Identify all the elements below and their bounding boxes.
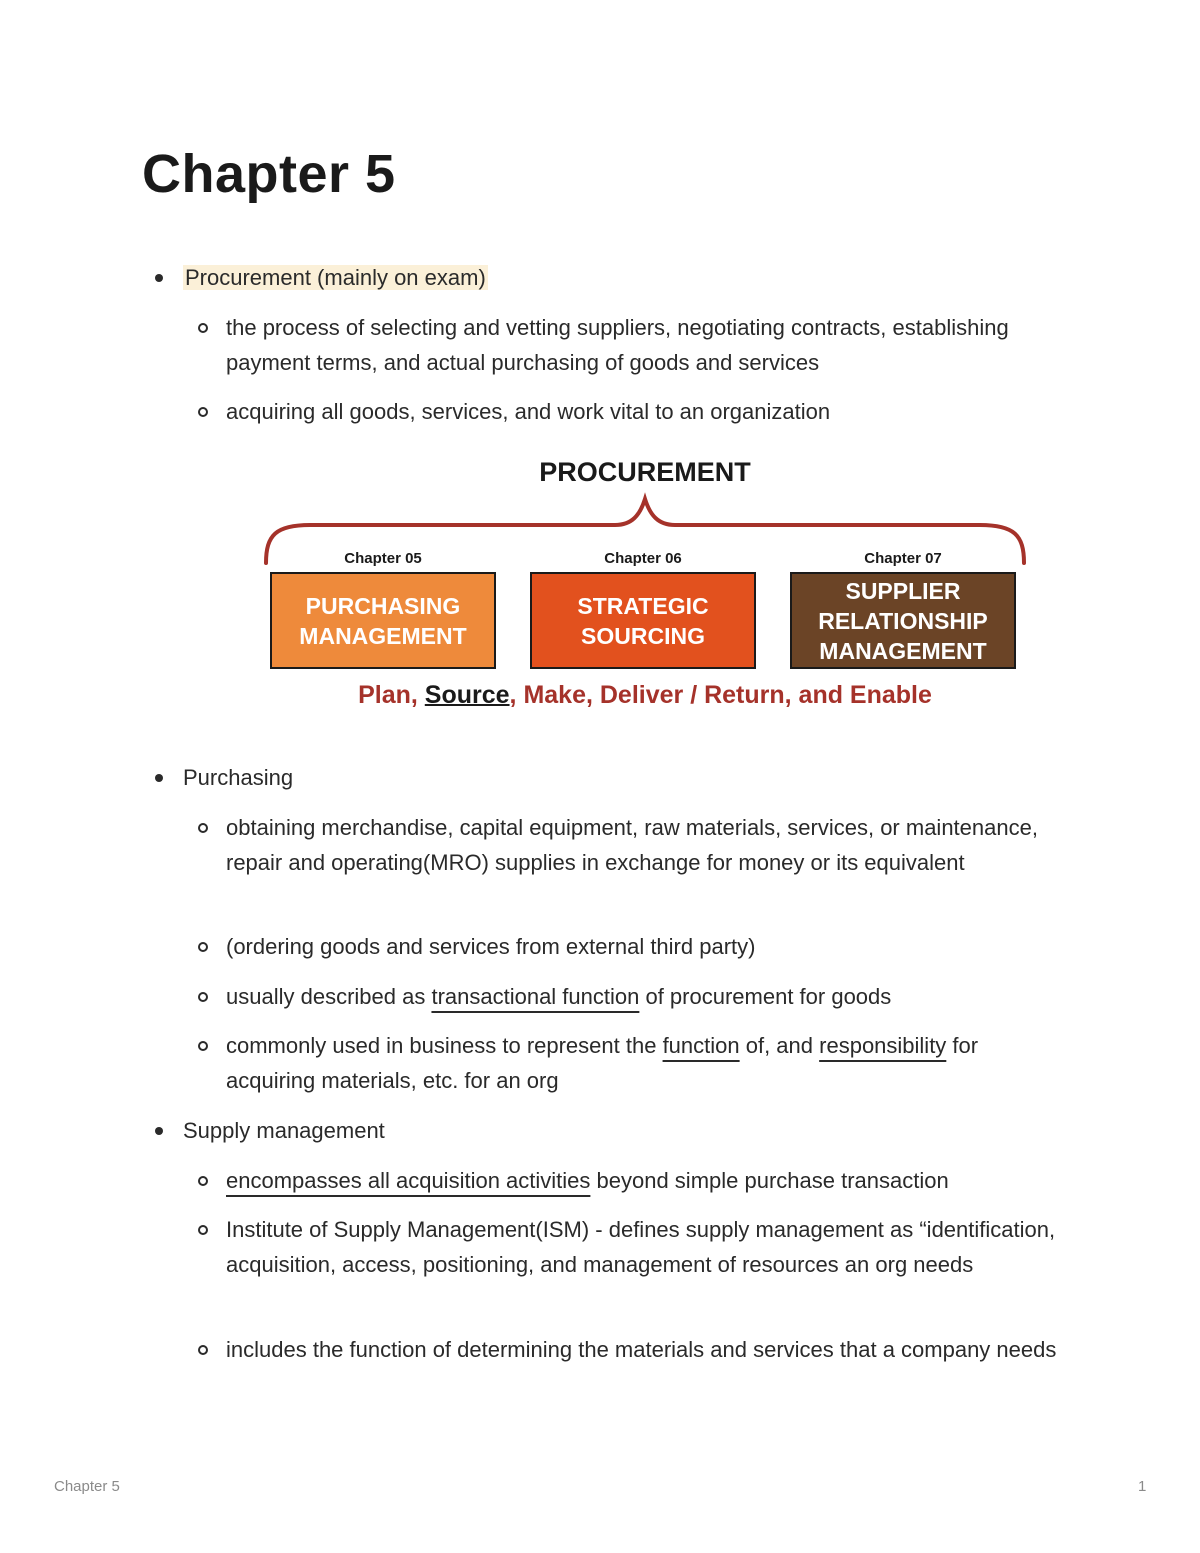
list-item: includes the function of determining the materials and services that a company needs bbox=[226, 1337, 1057, 1362]
underlined-term: encompasses all acquisition activities bbox=[226, 1168, 591, 1193]
bullet-ring bbox=[198, 323, 208, 333]
footer-title: Chapter 5 bbox=[54, 1478, 120, 1495]
list-item bbox=[226, 1163, 1066, 1198]
procurement-diagram bbox=[250, 455, 1040, 720]
diagram-heading: PROCUREMENT bbox=[539, 457, 751, 487]
chapter-label-07: Chapter 07 bbox=[864, 550, 942, 567]
scor-rest: , Make, Deliver / Return, and Enable bbox=[509, 681, 932, 709]
strategic-sourcing-box: STRATEGIC SOURCING bbox=[530, 572, 756, 669]
bullet-ring bbox=[198, 1041, 208, 1051]
bullet-ring bbox=[198, 992, 208, 1002]
text-segment: of, and bbox=[739, 1033, 820, 1058]
scor-source: Source bbox=[424, 681, 510, 709]
text-segment: for acquiring materials, etc. for an org bbox=[226, 1033, 979, 1093]
section-label-supply-management: Supply management bbox=[183, 1118, 385, 1143]
highlighted-text: Procurement (mainly on exam) bbox=[185, 265, 486, 290]
text-segment: beyond simple purchase transaction bbox=[590, 1168, 949, 1193]
text-segment: of procurement for goods bbox=[639, 984, 892, 1009]
bullet-ring bbox=[198, 407, 208, 417]
underlined-term: transactional function bbox=[431, 984, 640, 1009]
list-item: acquiring all goods, services, and work vital to an organization bbox=[226, 399, 831, 424]
bullet-dot bbox=[155, 774, 163, 782]
text-segment: commonly used in business to represent the bbox=[226, 1033, 663, 1058]
purchasing-management-box: PURCHASING MANAGEMENT bbox=[270, 572, 496, 669]
bullet-dot bbox=[155, 1127, 163, 1135]
bullet-dot bbox=[155, 274, 163, 282]
list-item: (ordering goods and services from external third party) bbox=[226, 934, 756, 959]
bullet-ring bbox=[198, 1225, 208, 1235]
list-item: Institute of Supply Management(ISM) - defines supply management as “identification, acquisition, access, positioning, and management of resources an org needs bbox=[226, 1217, 1056, 1277]
page-number: 1 bbox=[1138, 1478, 1147, 1495]
underlined-term: responsibility bbox=[819, 1033, 947, 1058]
underlined-term: function bbox=[662, 1033, 740, 1058]
list-item: obtaining merchandise, capital equipment, raw materials, services, or maintenance, repair and operating(MRO) supplies in exchange for money or its equivalent bbox=[226, 815, 1038, 875]
bullet-ring bbox=[198, 1345, 208, 1355]
chapter-label-05: Chapter 05 bbox=[344, 550, 422, 567]
list-item: the process of selecting and vetting suppliers, negotiating contracts, establishing payment terms, and actual purchasing of goods and services bbox=[226, 315, 1009, 375]
list-item bbox=[226, 1028, 1066, 1098]
bullet-ring bbox=[198, 942, 208, 952]
scor-plan: Plan, bbox=[358, 681, 425, 709]
scor-process-line bbox=[250, 681, 1040, 710]
list-item bbox=[226, 979, 1066, 1014]
supplier-relationship-box: SUPPLIER RELATIONSHIP MANAGEMENT bbox=[790, 572, 1016, 669]
bullet-ring bbox=[198, 823, 208, 833]
page-title: Chapter 5 bbox=[142, 144, 396, 204]
section-label-purchasing: Purchasing bbox=[183, 765, 294, 790]
chapter-label-06: Chapter 06 bbox=[604, 550, 682, 567]
bullet-ring bbox=[198, 1176, 208, 1186]
section-label-procurement bbox=[183, 260, 488, 295]
text-segment: usually described as bbox=[226, 984, 432, 1009]
